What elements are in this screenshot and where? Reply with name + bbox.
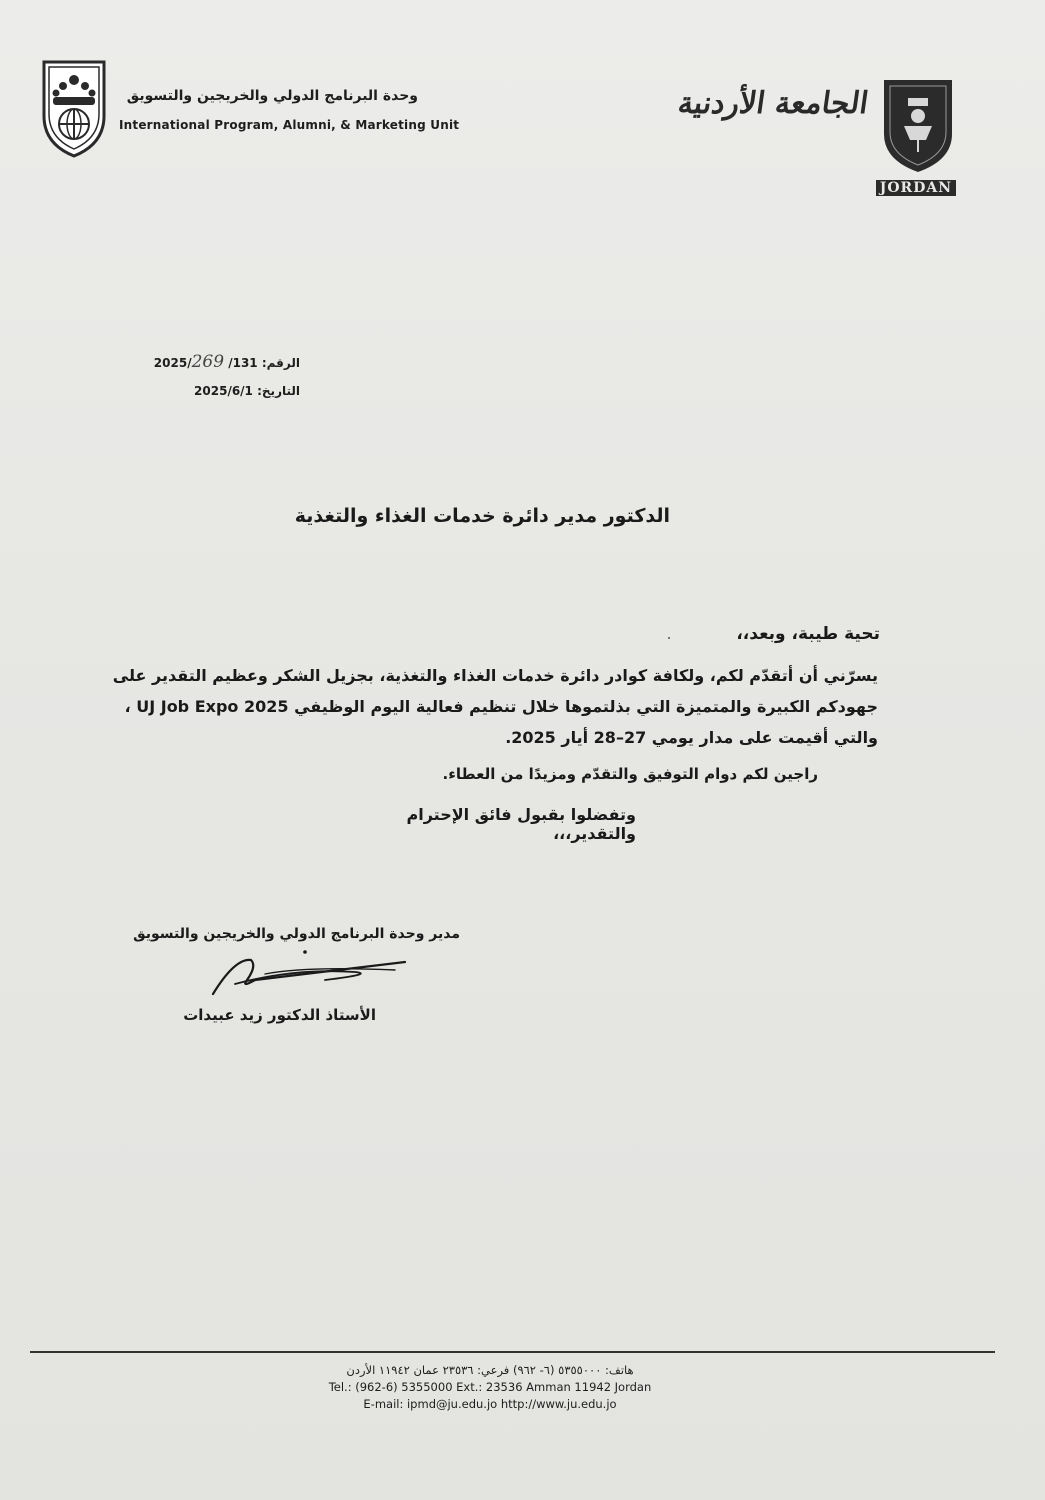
reference-date-value: 2025/6/1 [194,384,253,398]
signer-title: مدير وحدة البرنامج الدولي والخريجين والتسويق [133,926,460,942]
footer-divider [30,1351,995,1353]
footer-phone-english: Tel.: (962-6) 5355000 Ext.: 23536 Amman 11942 Jordan [328,1380,652,1394]
letter-closing: وتفضلوا بقبول فائق الإحترام والتقدير،،، [406,805,636,843]
reference-block [120,348,300,405]
ink-speck [668,637,670,639]
reference-number-handwritten: 269 [191,352,225,372]
reference-number-value: 131/ 2025/ [153,356,258,370]
unit-people-globe-logo-icon [36,58,112,158]
footer-phone-arabic: هاتف: ٥٣٥٥٠٠٠ (٦- ٩٦٢) فرعي: ٢٣٥٣٦ عمان ١١٩٤٢ الأردن [346,1363,634,1377]
letter-addressee: الدكتور مدير دائرة خدمات الغذاء والتغذية [294,505,670,527]
university-shield-seal-icon [880,76,956,174]
reference-number-label: الرقم: [261,356,300,370]
letter-greeting: تحية طيبة، وبعد،، [736,624,880,644]
letter-wishes: راجين لكم دوام التوفيق والتقدّم ومزيدًا من العطاء. [442,765,818,783]
footer-email-web: E-mail: ipmd@ju.edu.jo http://www.ju.edu.jo [363,1397,617,1411]
unit-name-arabic: وحدة البرنامج الدولي والخريجين والتسويق [126,88,418,104]
footer-contact [290,1362,690,1413]
letter-body: يسرّني أن أتقدّم لكم، ولكافة كوادر دائرة خدمات الغذاء والتغذية، بجزيل الشكر وعظيم التقدير على جهودكم الكبيرة والمتميزة التي بذلتموها خلال تنظيم فعالية اليوم الوظيفي UJ Job Expo 2025 ، والتي أقيمت على مدار يومي 27–28 أيار 2025. [112,666,878,747]
reference-date [120,377,300,405]
reference-number [120,348,300,377]
handwritten-signature-icon [205,944,415,1004]
signer-name: الأستاذ الدكتور زيد عبيدات [183,1006,376,1024]
university-name-arabic: الجامعة الأردنية [675,86,871,121]
unit-name-english: International Program, Alumni, & Marketing Unit [119,118,460,132]
university-name-english: JORDAN [800,180,956,202]
reference-date-label: التاريخ: [257,384,300,398]
